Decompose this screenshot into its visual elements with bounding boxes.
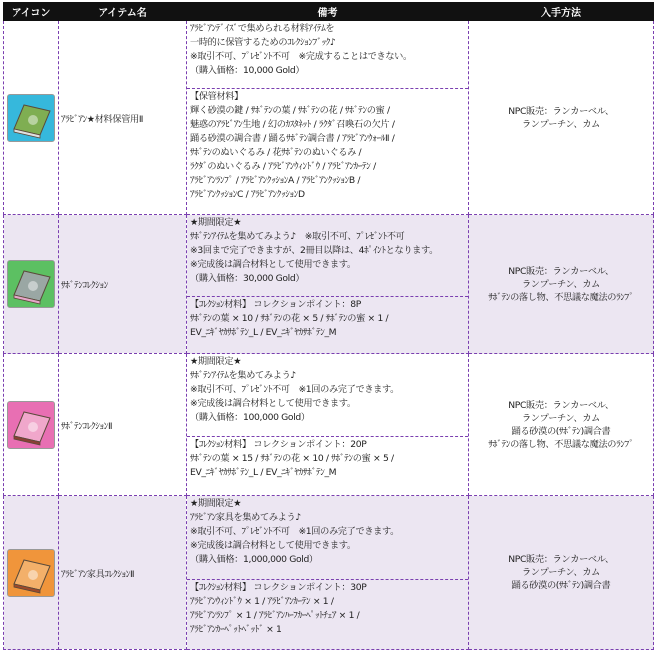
table-row — [4, 496, 654, 650]
note-line: ｱﾗﾋﾞｱﾝﾃﾞｲｽﾞで集められる材料ｱｲﾃﾑを — [190, 23, 335, 34]
method-line: NPC販売：ランカーベル、 — [508, 105, 614, 117]
note-materials — [187, 89, 468, 214]
item-note — [187, 354, 469, 496]
note-materials — [187, 297, 468, 353]
note-line: ｱﾗﾋﾞｱﾝｶｰﾍﾟｯﾄﾍﾞｯﾄﾞ × 1 — [190, 624, 282, 635]
note-line: ※取引不可、ﾌﾟﾚｾﾞﾝﾄ不可 ※1回のみ完了できます。 — [190, 526, 399, 537]
note-line: ★期間限定★ — [190, 498, 242, 509]
table-row — [4, 354, 654, 496]
note-line: ｻﾎﾞﾃﾝのぬいぐるみ / 花ｻﾎﾞﾃﾝのぬいぐるみ / — [190, 147, 362, 158]
header-icon: アイコン — [4, 3, 59, 21]
note-line: （購入価格：30,000 Gold） — [190, 273, 305, 284]
method-line: NPC販売：ランカーベル、 — [508, 399, 614, 411]
note-line: ★期間限定★ — [190, 356, 242, 367]
acquisition-method — [469, 354, 654, 496]
note-line: ｻﾎﾞﾃﾝｱｲﾃﾑを集めてみよう♪ — [190, 370, 296, 381]
item-table — [3, 2, 654, 650]
note-line: ｱﾗﾋﾞｱﾝ家具を集めてみよう♪ — [190, 512, 301, 523]
cactus-collection-ii-book-icon — [7, 401, 55, 449]
method-line: NPC販売：ランカーベル、 — [508, 554, 614, 565]
note-materials — [187, 580, 468, 649]
header-note: 備考 — [187, 3, 469, 21]
note-line: ※完成後は調合材料として使用できます。 — [190, 398, 356, 409]
note-line: 魅惑のｱﾗﾋﾞｱﾝ生地 / 幻のｶｽﾀﾈｯﾄ / ﾗｸﾀﾞ召喚石の欠片 / — [190, 119, 395, 130]
method-line: ランプーチン、カム — [521, 412, 601, 424]
note-line: ｱﾗﾋﾞｱﾝﾗﾝﾌﾟ × 1 / ｱﾗﾋﾞｱﾝﾊｰﾌｶｰﾍﾟｯﾄﾁｪｱ × 1 / — [190, 610, 360, 621]
note-line: ※完成後は調合材料として使用できます。 — [190, 259, 356, 270]
note-line: ※3回まで完了できますが、2冊目以降は、4ﾎﾟｲﾝﾄとなります。 — [190, 245, 438, 256]
acquisition-method — [469, 215, 654, 354]
method-line: 踊る砂漠の(ｻﾎﾞﾃﾝ)調合書 — [511, 580, 611, 591]
arabian-furniture-book-icon — [7, 549, 55, 597]
note-line: 輝く砂漠の鍵 / ｻﾎﾞﾃﾝの葉 / ｻﾎﾞﾃﾝの花 / ｻﾎﾞﾃﾝの蜜 / — [190, 105, 390, 116]
note-line: 一時的に保管するためのｺﾚｸｼｮﾝﾌﾞｯｸ♪ — [190, 37, 336, 48]
note-line: （購入価格：100,000 Gold） — [190, 412, 310, 423]
note-description — [187, 21, 468, 89]
method-line: ランプーチン、カム — [521, 118, 601, 130]
method-line: NPC販売：ランカーベル、 — [508, 265, 614, 277]
note-line: （購入価格：1,000,000 Gold） — [190, 554, 318, 565]
note-line: ﾗｸﾀﾞのぬいぐるみ / ｱﾗﾋﾞｱﾝｳｨﾝﾄﾞｳ / ｱﾗﾋﾞｱﾝｶｰﾃﾝ / — [190, 161, 376, 172]
item-note — [187, 21, 469, 215]
note-line: ★期間限定★ — [190, 217, 242, 228]
item-icon-cell — [4, 215, 59, 354]
item-name: ｱﾗﾋﾞｱﾝ家具ｺﾚｸｼｮﾝⅡ — [59, 496, 187, 650]
note-materials — [187, 437, 468, 495]
note-line: 【ｺﾚｸｼｮﾝ材料】 コレクションポイント：8P — [190, 299, 361, 310]
note-line: ｱﾗﾋﾞｱﾝｳｨﾝﾄﾞｳ × 1 / ｱﾗﾋﾞｱﾝｶｰﾃﾝ × 1 / — [190, 596, 334, 607]
item-name: ｻﾎﾞﾃﾝｺﾚｸｼｮﾝⅡ — [59, 354, 187, 496]
method-line: ｻﾎﾞﾃﾝの落し物、不思議な魔法のﾗﾝﾌﾟ — [488, 291, 634, 303]
method-line: ランプーチン、カム — [521, 278, 601, 290]
note-line: ｻﾎﾞﾃﾝの葉 × 15 / ｻﾎﾞﾃﾝの花 × 10 / ｻﾎﾞﾃﾝの蜜 × 5 / — [190, 453, 394, 464]
table-row — [4, 215, 654, 354]
method-line: 踊る砂漠の(ｻﾎﾞﾃﾝ)調合書 — [511, 425, 611, 437]
note-line: ※取引不可、ﾌﾟﾚｾﾞﾝﾄ不可 ※1回のみ完了できます。 — [190, 384, 399, 395]
note-line: 踊る砂漠の調合書 / 踊るｻﾎﾞﾃﾝ調合書 / ｱﾗﾋﾞｱﾝｳｫｰﾙⅡ / — [190, 133, 395, 144]
item-note — [187, 215, 469, 354]
acquisition-method — [469, 496, 654, 650]
arabian-material-book-icon — [7, 94, 55, 142]
note-line: ｱﾗﾋﾞｱﾝｸｯｼｮﾝC / ｱﾗﾋﾞｱﾝｸｯｼｮﾝD — [190, 189, 305, 200]
item-icon-cell — [4, 21, 59, 215]
note-description — [187, 215, 468, 297]
note-line: ｻﾎﾞﾃﾝｱｲﾃﾑを集めてみよう♪ ※取引不可、ﾌﾟﾚｾﾞﾝﾄ不可 — [190, 231, 405, 242]
note-line: 【保管材料】 — [190, 91, 244, 102]
note-line: ※完成後は調合材料として使用できます。 — [190, 540, 356, 551]
acquisition-method — [469, 21, 654, 215]
note-line: ※取引不可、ﾌﾟﾚｾﾞﾝﾄ不可 ※完成することはできない。 — [190, 51, 412, 62]
header-item-name: アイテム名 — [59, 3, 187, 21]
method-line: ランプーチン、カム — [521, 567, 601, 578]
note-description — [187, 496, 468, 580]
note-line: （購入価格：10,000 Gold） — [190, 65, 305, 76]
method-line: ｻﾎﾞﾃﾝの落し物、不思議な魔法のﾗﾝﾌﾟ — [488, 438, 634, 450]
note-description — [187, 354, 468, 437]
note-line: EV_ﾆｷﾞﾔｶｻﾎﾞﾃﾝ_L / EV_ﾆｷﾞﾔｶｻﾎﾞﾃﾝ_M — [190, 467, 337, 478]
note-line: ｻﾎﾞﾃﾝの葉 × 10 / ｻﾎﾞﾃﾝの花 × 5 / ｻﾎﾞﾃﾝの蜜 × 1 / — [190, 313, 389, 324]
item-icon-cell — [4, 496, 59, 650]
note-line: 【ｺﾚｸｼｮﾝ材料】 コレクションポイント：30P — [190, 582, 367, 593]
item-icon-cell — [4, 354, 59, 496]
item-note — [187, 496, 469, 650]
note-line: ｱﾗﾋﾞｱﾝﾗﾝﾌﾟ / ｱﾗﾋﾞｱﾝｸｯｼｮﾝA / ｱﾗﾋﾞｱﾝｸｯｼｮﾝB / — [190, 175, 361, 186]
item-name: ｱﾗﾋﾞｱﾝ★材料保管用Ⅱ — [59, 21, 187, 215]
table-row — [4, 21, 654, 215]
cactus-collection-book-icon — [7, 260, 55, 308]
table-header-row — [4, 3, 654, 21]
note-line: 【ｺﾚｸｼｮﾝ材料】 コレクションポイント：20P — [190, 439, 367, 450]
item-name: ｻﾎﾞﾃﾝｺﾚｸｼｮﾝ — [59, 215, 187, 354]
header-acquisition-method: 入手方法 — [469, 3, 654, 21]
note-line: EV_ﾆｷﾞﾔｶｻﾎﾞﾃﾝ_L / EV_ﾆｷﾞﾔｶｻﾎﾞﾃﾝ_M — [190, 327, 337, 338]
